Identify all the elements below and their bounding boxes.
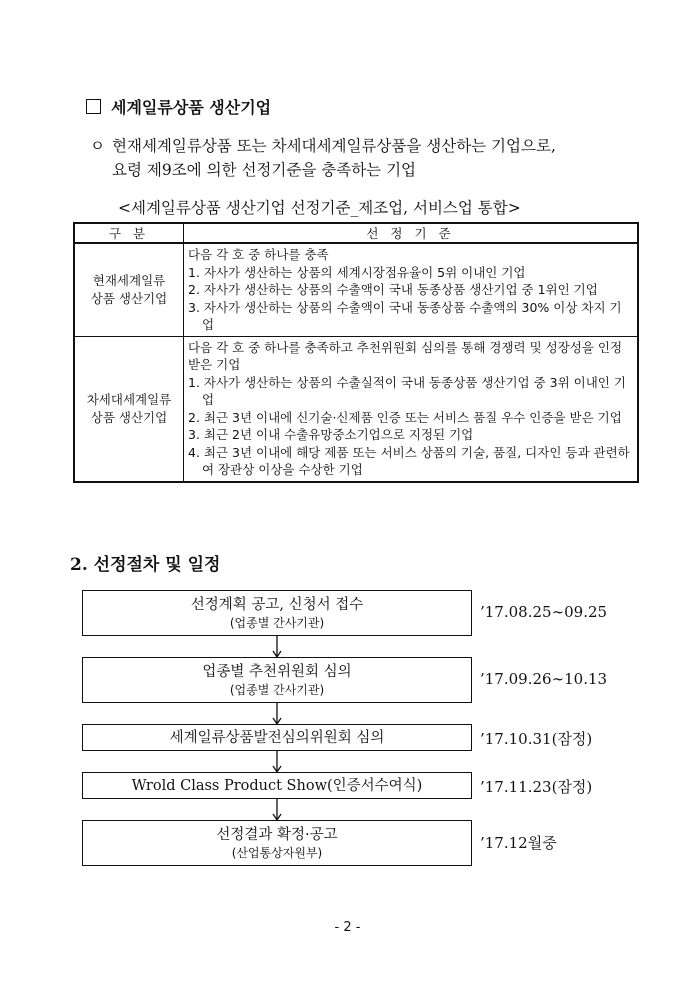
procedure-step-box <box>82 820 472 866</box>
criteria-item: 3. 최근 2년 이내 수출유망중소기업으로 지정된 기업 <box>188 427 474 442</box>
procedure-step-box <box>82 724 472 751</box>
criteria-item: 1. 자사가 생산하는 상품의 수출실적이 국내 동종상품 생산기업 중 3위 이내인 기업 <box>188 374 626 407</box>
procedure-step-box <box>82 657 472 703</box>
step-main-text: 업종별 추천위원회 심의 <box>202 664 352 680</box>
header-criteria: 선 정 기 준 <box>184 223 639 243</box>
step-date: ’17.08.25∼09.25 <box>480 603 608 621</box>
checkbox-square-icon <box>86 99 101 114</box>
step-main-text: 선정계획 공고, 신청서 접수 <box>190 597 364 613</box>
header-category: 구 분 <box>74 223 184 243</box>
table-row <box>74 243 638 336</box>
bullet-paragraph-line2: 요령 제9조에 의한 선정기준을 충족하는 기업 <box>112 161 417 179</box>
criteria-item: 2. 자사가 생산하는 상품의 수출액이 국내 동종상품 생산기업 중 1위인 기업 <box>188 282 598 297</box>
bullet-icon: ㅇ <box>90 137 105 155</box>
table-caption: <세계일류상품 생산기업 선정기준_제조업, 서비스업 통합> <box>118 199 521 217</box>
criteria-item: 2. 최근 3년 이내에 신기술·신제품 인증 또는 서비스 품질 우수 인증을 받은 기업 <box>188 409 622 425</box>
row-label: 현재세계일류 상품 생산기업 <box>74 243 184 336</box>
step-date: ’17.10.31(잠정) <box>480 730 593 748</box>
row-label: 차세대세계일류 상품 생산기업 <box>74 336 184 482</box>
bullet-text-1: 현재세계일류상품 또는 차세대세계일류상품을 생산하는 기업으로, <box>112 137 556 155</box>
procedure-title: 2. 선정절차 및 일정 <box>70 555 221 575</box>
section-title: 세계일류상품 생산기업 <box>111 98 272 117</box>
step-main-text: 선정결과 확정·공고 <box>216 827 338 843</box>
criteria-item: 1. 자사가 생산하는 상품의 세계시장점유율이 5위 이내인 기업 <box>188 264 526 280</box>
step-main-text: Wrold Class Product Show(인증서수여식) <box>131 777 423 794</box>
criteria-intro: 다음 각 호 중 하나를 충족하고 추천위원회 심의를 통해 경쟁력 및 성장성을 인정받은 기업 <box>188 339 623 372</box>
criteria-table <box>73 222 639 483</box>
table-row <box>74 336 638 482</box>
criteria-item: 3. 자사가 생산하는 상품의 수출액이 국내 동종상품 수출액의 30% 이상 차지 기업 <box>188 299 622 332</box>
step-sub-text: (업종별 간사기관) <box>229 683 325 697</box>
section-heading <box>86 95 271 118</box>
page-number: - 2 - <box>334 920 361 935</box>
procedure-step-box <box>82 772 472 799</box>
step-date: ’17.09.26∼10.13 <box>480 670 608 688</box>
step-sub-text: (업종별 간사기관) <box>229 616 325 630</box>
criteria-item: 4. 최근 3년 이내에 해당 제품 또는 서비스 상품의 기술, 품질, 디자인 등과 관련하여 장관상 이상을 수상한 기업 <box>188 444 630 477</box>
step-sub-text: (산업통상자원부) <box>231 846 323 860</box>
table-header-row <box>74 223 638 243</box>
procedure-step-box <box>82 590 472 636</box>
row-criteria <box>184 336 639 482</box>
criteria-intro: 다음 각 호 중 하나를 충족 <box>188 247 329 262</box>
step-date: ’17.12월중 <box>480 834 557 852</box>
step-main-text: 세계일류상품발전심의위원회 심의 <box>169 729 385 746</box>
bullet-paragraph-line1 <box>90 134 556 156</box>
row-criteria <box>184 243 639 336</box>
step-date: ’17.11.23(잠정) <box>480 778 593 796</box>
